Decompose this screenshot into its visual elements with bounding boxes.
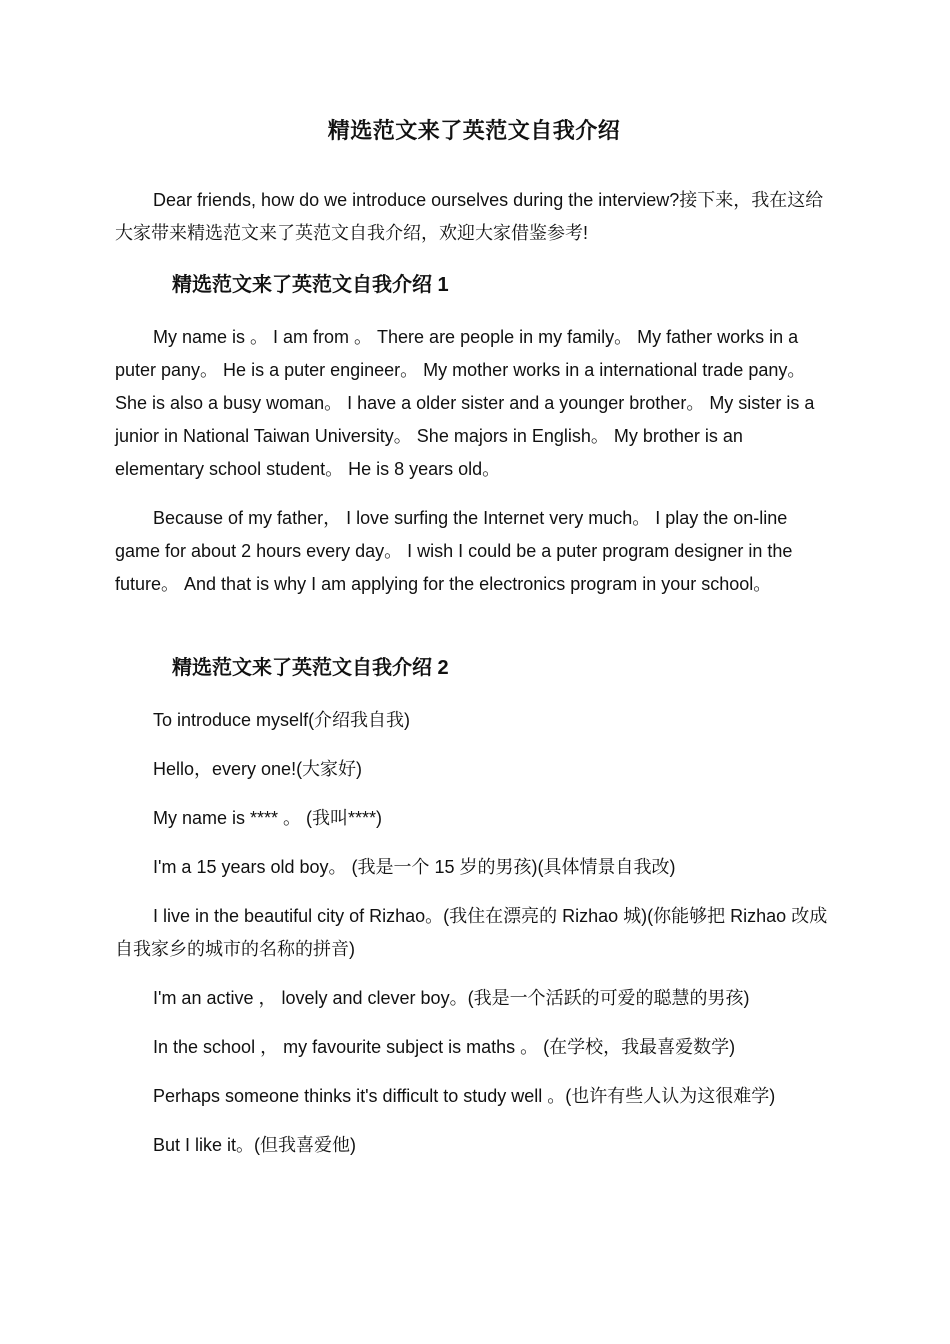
- section-2-line: In the school ， my favourite subject is maths 。 (在学校，我最喜爱数学): [153, 1037, 736, 1057]
- section-2-line: My name is **** 。 (我叫****): [153, 808, 383, 828]
- section-2-line: Perhaps someone thinks it's difficult to study well 。(也许有些人认为这很难学): [153, 1086, 776, 1106]
- section-2-line: I live in the beautiful city of Rizhao。(我住在漂亮的 Rizhao 城)(你能够把 Rizhao 改成自我家乡的城市的名称的拼音): [115, 906, 828, 959]
- section-1-paragraph-2: Because of my father， I love surfing the Internet very much。 I play the on-line game for about 2 hours every day。 I wish I could be a puter program designer in the future。 And that is why I am applying for the electronics program in your school。: [115, 508, 793, 594]
- section-2-line: I'm an active ， lovely and clever boy。(我是一个活跃的可爱的聪慧的男孩): [153, 988, 750, 1008]
- section-2-line: To introduce myself(介绍我自我): [153, 710, 411, 730]
- section-2-line: Hello，every one!(大家好): [153, 759, 363, 779]
- section-heading-1: 精选范文来了英范文自我介绍 1: [172, 274, 449, 296]
- section-2-line: I'm a 15 years old boy。 (我是一个 15 岁的男孩)(具体情景自我改): [153, 857, 676, 877]
- intro-paragraph: Dear friends, how do we introduce ourselves during the interview?接下来，我在这给大家带来精选范文来了英范文自我介绍，欢迎大家借鉴参考!: [115, 190, 824, 243]
- document-title: 精选范文来了英范文自我介绍: [327, 118, 621, 143]
- section-1-paragraph-1: My name is 。 I am from 。 There are people in my family。 My father works in a puter pany。 He is a puter engineer。 My mother works in a international trade pany。 She is also a busy woman。 I have a older sister and a younger brother。 My sister is a junior in National Taiwan University。 She majors in English。 My brother is an elementary school student。 He is 8 years old。: [115, 327, 815, 479]
- section-2-line: But I like it。(但我喜爱他): [153, 1135, 357, 1155]
- section-heading-2: 精选范文来了英范文自我介绍 2: [172, 657, 449, 679]
